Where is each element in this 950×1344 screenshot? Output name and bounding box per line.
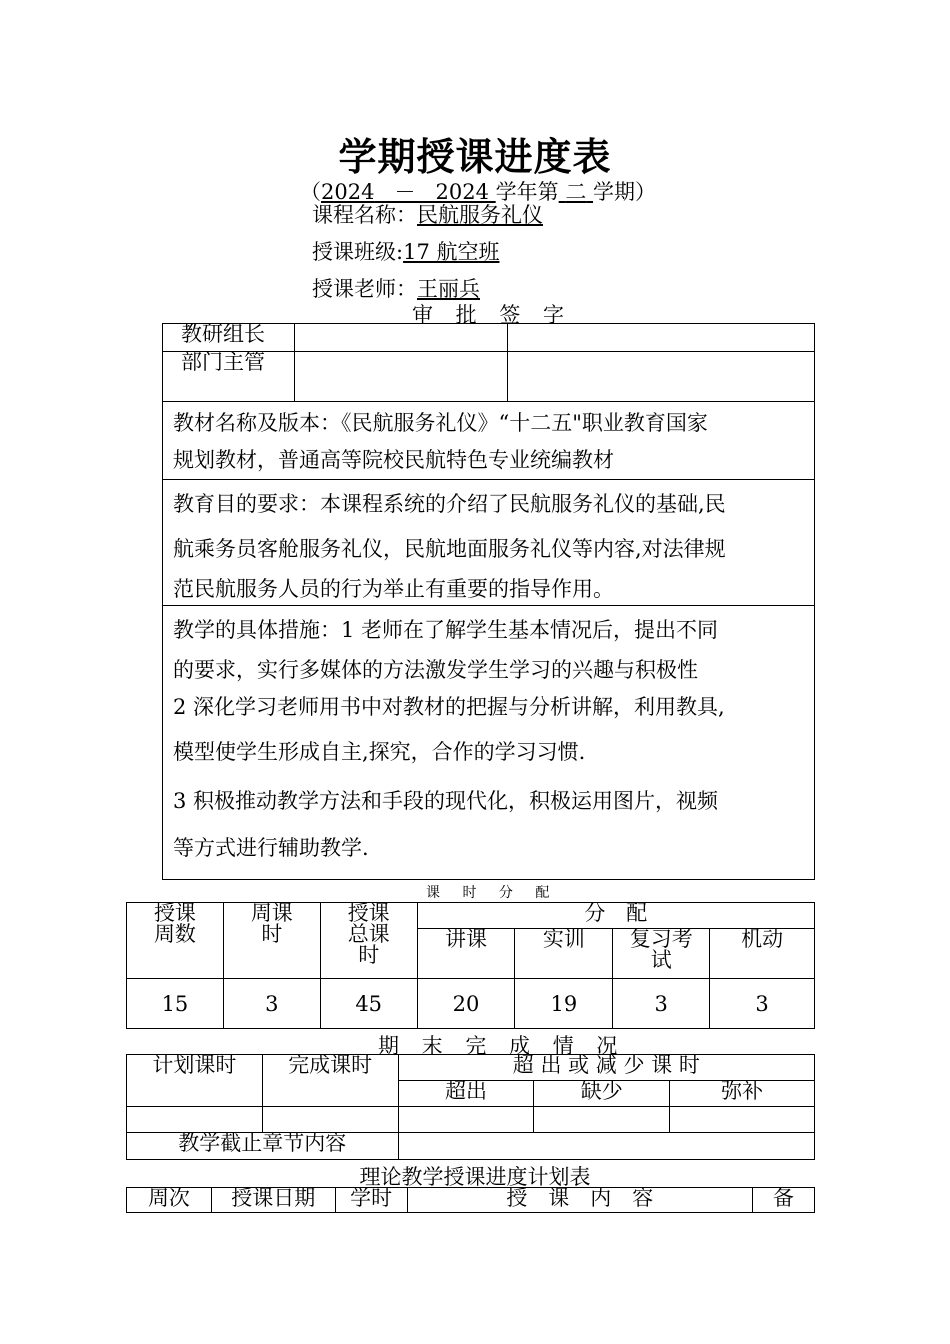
hours-header-row (127, 903, 815, 929)
col-teaching-content: 授 课 内 容 (407, 1188, 752, 1213)
approval-signature-cell (508, 352, 815, 402)
schedule-header: 理论教学授课进度计划表 (359, 1165, 591, 1189)
completed-hours-cell (262, 1107, 398, 1133)
makeup-cell (670, 1107, 815, 1133)
page-title: 学期授课进度表 (338, 134, 612, 179)
teacher-value: 王丽兵 (417, 277, 480, 301)
schedule-header-row (127, 1188, 815, 1213)
approval-row (163, 324, 815, 352)
value-weeks: 15 (127, 979, 224, 1029)
teaching-objectives: 教育目的要求：本课程系统的介绍了民航服务礼仪的基础,民 航乘务员客舱服务礼仪，民航地面服务礼仪等内容,对法律规 范民航服务人员的行为举止有重要的指导作用。 (163, 480, 815, 606)
semester-number: 二 (565, 180, 587, 204)
value-practice: 19 (515, 979, 613, 1029)
approval-signature-cell (508, 324, 815, 352)
hours-table (126, 902, 815, 1029)
approval-signature-cell (294, 352, 508, 402)
over-cell (398, 1107, 534, 1133)
completion-header: 期 末 完 成 情 况 (378, 1034, 626, 1058)
approval-table (162, 323, 815, 880)
col-weeks: 授课周数 (127, 903, 224, 979)
completion-values-row (127, 1107, 815, 1133)
value-total-hours: 45 (320, 979, 417, 1029)
hours-header: 课 时 分 配 (426, 885, 559, 901)
class-label: 授课班级: (312, 240, 404, 264)
hours-values-row (127, 979, 815, 1029)
objectives-row (163, 480, 815, 606)
year-end: 2024 (435, 180, 489, 204)
col-makeup: 弥补 (670, 1081, 815, 1107)
textbook-info: 教材名称及版本：《民航服务礼仪》“十二五"职业教育国家 规划教材，普通高等院校民航特色专业统编教材 (163, 402, 815, 480)
col-distribution: 分 配 (417, 903, 814, 929)
value-review-exam: 3 (613, 979, 710, 1029)
class-line (312, 236, 499, 266)
col-hours-difference: 超 出 或 减 少 课 时 (398, 1055, 814, 1081)
chapter-label: 教学截止章节内容 (127, 1133, 399, 1160)
schedule-table (126, 1187, 815, 1213)
col-over: 超出 (398, 1081, 534, 1107)
col-planned-hours: 计划课时 (127, 1055, 263, 1107)
teacher-label: 授课老师： (312, 277, 417, 301)
course-name-label: 课程名称： (312, 203, 417, 227)
value-flexible: 3 (710, 979, 815, 1029)
subtitle-xueqi: 学期） (593, 180, 657, 204)
chapter-row (127, 1133, 815, 1160)
year-start: 2024 (321, 180, 375, 204)
approval-role: 部门主管 (163, 352, 295, 402)
col-class-hours: 学时 (335, 1188, 407, 1213)
approval-row (163, 352, 815, 402)
col-short: 缺少 (534, 1081, 670, 1107)
col-notes: 备 (753, 1188, 815, 1213)
col-flexible: 机动 (710, 929, 815, 979)
course-name-value: 民航服务礼仪 (417, 203, 543, 227)
short-cell (534, 1107, 670, 1133)
approval-header: 审 批 签 字 (412, 303, 573, 327)
col-week-number: 周次 (127, 1188, 212, 1213)
subtitle-xuenian: 学年第 (495, 180, 559, 204)
course-name-line (312, 199, 543, 229)
col-weekly-hours: 周课时 (223, 903, 320, 979)
col-lecture: 讲课 (417, 929, 515, 979)
value-weekly-hours: 3 (223, 979, 320, 1029)
col-teaching-date: 授课日期 (211, 1188, 335, 1213)
col-completed-hours: 完成课时 (262, 1055, 398, 1107)
approval-signature-cell (294, 324, 508, 352)
completion-table (126, 1054, 815, 1160)
col-practice: 实训 (515, 929, 613, 979)
class-value: 17 航空班 (403, 240, 500, 264)
completion-header-row (127, 1055, 815, 1081)
textbook-row (163, 402, 815, 480)
year-dash: － (394, 180, 416, 204)
col-review-exam: 复习考试 (613, 929, 710, 979)
approval-role: 教研组长 (163, 324, 295, 352)
value-lecture: 20 (417, 979, 515, 1029)
chapter-content-cell (398, 1133, 814, 1160)
teaching-measures: 教学的具体措施：1 老师在了解学生基本情况后，提出不同 的要求，实行多媒体的方法激发学生学习的兴趣与积极性 2 深化学习老师用书中对教材的把握与分析讲解，利用教具, 模型使学生形成自主,探究，合作的学习习惯. 3 积极推动教学方法和手段的现代化，积极运用图片，视频 等方式进行辅助教学. (163, 606, 815, 880)
subtitle-open: （ (300, 180, 321, 204)
planned-hours-cell (127, 1107, 263, 1133)
measures-row (163, 606, 815, 880)
col-total-hours: 授课总课时 (320, 903, 417, 979)
